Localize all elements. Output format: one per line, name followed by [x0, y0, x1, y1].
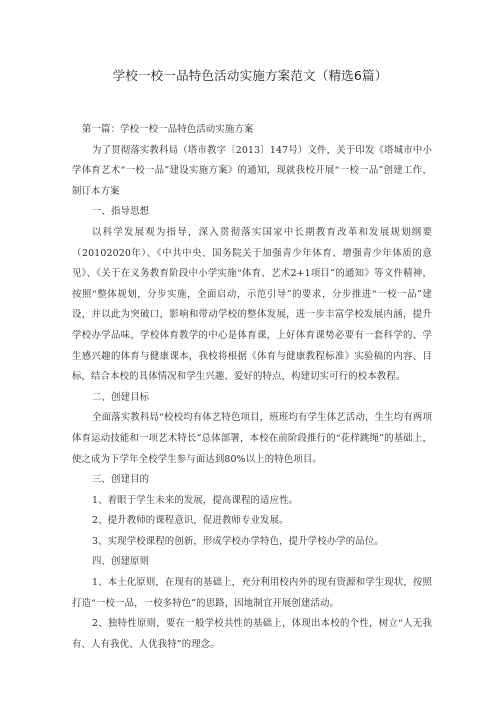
intro-paragraph: 为了贯彻落实教科局（塔市教字〔2013〕147号）文件，关于印发《塔城市中小学体育艺术“一校一品”建设实施方案》的通知，现就我校开展“一校一品”创建工作，制订本方案	[72, 144, 432, 197]
heading-goals: 二、创建目标	[92, 391, 150, 403]
section-title: 第一篇：学校一校一品特色活动实施方案	[82, 124, 254, 135]
heading-guiding-ideology: 一、指导思想	[92, 206, 150, 218]
purpose-item-3: 3、实现学校课程的创新，形成学校办学特色，提升学校办学的品位。	[92, 535, 384, 547]
heading-purpose: 三、创建目的	[92, 474, 150, 486]
principle-item-1: 1、本土化原则，在现有的基础上，充分利用校内外的现有资源和学生现状，按照打造“一校一品，一校多特色”的思路，因地制宜开展创建活动。	[72, 577, 432, 609]
guiding-ideology-paragraph: 以科学发展观为指导，深入贯彻落实国家中长期教育改革和发展规划纲要（20102020年）、《中共中央、国务院关于加强青少年体育、增强青少年体质的意见》、《关于在义务教育阶段中小学实施“体育、艺术2+1项目”的通知》等文件精神，按照“整体规划，分步实施，全面启动，示范引导”的要求，分步推进“一校一品”建设，并以此为突破口，影响和带动学校的整体发展，进一步丰富学校发展内涵，提升学校办学品味，学校体育教学的中心是体育课，上好体育课势必要有一套科学的、学生感兴趣的体育与健康课本，我校将根据《体育与健康教程标准》实验稿的内容、目标，结合本校的具体情况和学生兴趣、爱好的特点，构建切实可行的校本教程。	[72, 226, 432, 383]
document-title: 学校一校一品特色活动实施方案范文（精选6篇）	[112, 68, 388, 83]
goals-paragraph: 全面落实教科局“校校均有体艺特色项目，班班均有学生体艺活动，生生均有两项体育运动技能和一项艺术特长”总体部署，本校在前阶段推行的“花样跳绳”的基础上，使之成为下学年全校学生参与面达到80%以上的特色项目。	[72, 412, 432, 465]
principle-item-2: 2、独特性原则，要在一般学校共性的基础上，体现出本校的个性，树立“人无我有、人有我优、人优我特”的理念。	[72, 618, 432, 650]
heading-principles: 四、创建原则	[92, 556, 150, 568]
purpose-item-2: 2、提升教师的课程意识，促进教师专业发展。	[92, 515, 289, 527]
purpose-item-1: 1、着眼于学生未来的发展，提高课程的适应性。	[92, 494, 299, 506]
document-body	[72, 120, 432, 655]
